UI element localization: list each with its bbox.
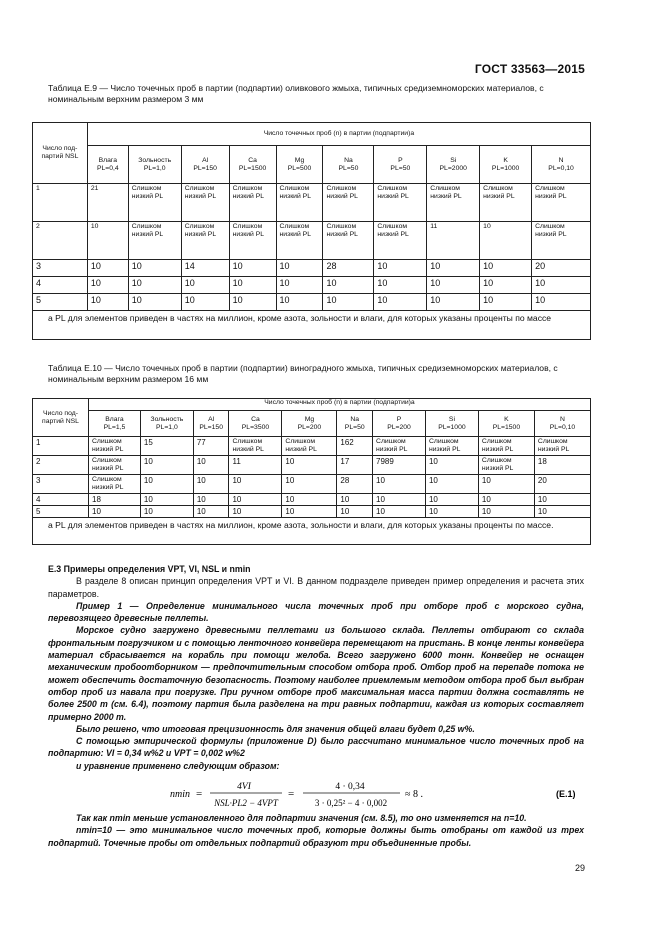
column-pl: PL=0,10 <box>548 164 574 172</box>
table-cell: 10 <box>276 294 323 311</box>
table10-footnote: а PL для элементов приведен в частях на миллион, кроме азота, зольности и влаги, для которых указаны проценты по массе. <box>48 519 554 530</box>
table-cell: 10 <box>128 294 181 311</box>
table-cell: 10 <box>425 456 478 475</box>
document-id: ГОСТ 33563—2015 <box>474 62 585 76</box>
table9-caption: Таблица Е.9 — Число точечных проб в партии (подпартии) оливкового жмыха, типичных средиземноморских материалов, с номинальным верхним размером 3 мм <box>48 83 544 104</box>
table-cell: 10 <box>87 294 128 311</box>
row-subparties: 4 <box>33 277 88 294</box>
column-header <box>323 146 374 184</box>
column-header <box>427 146 480 184</box>
table-cell: 10 <box>282 494 337 506</box>
table-cell: 10 <box>373 475 426 494</box>
row-subparties: 5 <box>33 294 88 311</box>
column-header <box>532 146 591 184</box>
table-cell: Слишком низкий PL <box>532 184 591 222</box>
table-cell: 28 <box>323 260 374 277</box>
table-cell: 10 <box>323 294 374 311</box>
table-cell: Слишком низкий PL <box>323 222 374 260</box>
table-cell: 17 <box>337 456 373 475</box>
column-pl: PL=1,0 <box>143 164 166 172</box>
section-e3-cont <box>48 812 584 849</box>
column-header <box>373 411 426 437</box>
column-name: Si <box>450 156 457 164</box>
paragraph-8: nmin=10 — это минимальное число точечных проб, которые должны быть отобраны от каждой из трех подпартий. Точечные пробы от отдельных подпартий образуют три объединенные пробы. <box>48 825 584 848</box>
column-pl: PL=3500 <box>241 423 270 431</box>
column-header <box>282 411 337 437</box>
column-pl: PL=200 <box>297 423 322 431</box>
table-cell: 18 <box>534 456 590 475</box>
column-header <box>87 146 128 184</box>
formula-num2: 4 · 0,34 <box>335 782 365 792</box>
column-pl: PL=1,0 <box>156 423 178 431</box>
table-cell: 15 <box>140 437 193 456</box>
table-cell: 10 <box>87 260 128 277</box>
table-cell: 10 <box>193 456 229 475</box>
column-pl: PL=1500 <box>492 423 521 431</box>
column-header <box>181 146 229 184</box>
table-cell: 10 <box>425 475 478 494</box>
table-cell: 10 <box>140 475 193 494</box>
table-cell: Слишком низкий PL <box>229 437 282 456</box>
column-name: Зольность <box>138 156 172 164</box>
table-cell: Слишком низкий PL <box>229 184 276 222</box>
t9-col-nsl: Число под-партий NSL <box>33 123 88 184</box>
paragraph-6: и уравнение применено следующим образом: <box>76 760 280 771</box>
column-name: Al <box>208 415 215 423</box>
row-subparties: 1 <box>33 437 89 456</box>
table-cell: Слишком низкий PL <box>532 222 591 260</box>
column-pl: PL=2000 <box>439 164 467 172</box>
column-pl: PL=1,5 <box>103 423 126 431</box>
table-cell: 10 <box>229 294 276 311</box>
table-cell: Слишком низкий PL <box>229 222 276 260</box>
paragraph-4: Было решено, что итоговая прецизионность для значения общей влаги будет 0,25 w%. <box>76 723 475 734</box>
table-cell: 10 <box>181 277 229 294</box>
table-cell: 10 <box>480 277 532 294</box>
table-cell: 10 <box>229 260 276 277</box>
table-row <box>33 260 591 277</box>
table-cell: 10 <box>193 506 229 518</box>
column-header <box>140 411 193 437</box>
table-cell: 10 <box>373 506 426 518</box>
table-cell: 10 <box>282 456 337 475</box>
table-cell: Слишком низкий PL <box>374 222 427 260</box>
table-cell: 10 <box>337 494 373 506</box>
table-cell: 10 <box>140 494 193 506</box>
table-cell: 10 <box>276 277 323 294</box>
formula-result: ≈ 8 . <box>405 789 423 800</box>
table-cell: Слишком низкий PL <box>534 437 590 456</box>
formula-label: (E.1) <box>556 789 576 799</box>
table-cell: 10 <box>373 494 426 506</box>
row-subparties: 3 <box>33 260 88 277</box>
paragraph-7: Так как nmin меньше установленного для подпартии значения (см. 8.5), то оно изменяется на n=10. <box>76 813 527 823</box>
table-cell: Слишком низкий PL <box>89 456 141 475</box>
table-cell: Слишком низкий PL <box>425 437 478 456</box>
paragraph-1: В разделе 8 описан принцип определения VPT и VI. В данном подразделе приведен пример определения и расчета этих параметров. <box>48 576 584 599</box>
column-header <box>425 411 478 437</box>
table-cell: Слишком низкий PL <box>89 475 141 494</box>
table-e9 <box>32 122 591 340</box>
column-name: N <box>559 415 565 423</box>
table-cell: 11 <box>427 222 480 260</box>
table-cell: 10 <box>229 475 282 494</box>
section-e3 <box>48 563 584 772</box>
table-cell: 162 <box>337 437 373 456</box>
table-cell: Слишком низкий PL <box>181 222 229 260</box>
table-row <box>33 294 591 311</box>
table-row <box>33 184 591 222</box>
table-cell: Слишком низкий PL <box>480 184 532 222</box>
column-pl: PL=1500 <box>238 164 267 172</box>
column-header <box>478 411 534 437</box>
formula-num1: 4VI <box>237 782 251 792</box>
table-cell: 10 <box>480 294 532 311</box>
column-name: Na <box>350 415 360 423</box>
column-pl: PL=1000 <box>491 164 520 172</box>
row-subparties: 4 <box>33 494 89 506</box>
table-cell: 10 <box>480 260 532 277</box>
table-cell: 77 <box>193 437 229 456</box>
column-name: Na <box>344 156 353 164</box>
table-cell: Слишком низкий PL <box>282 437 337 456</box>
column-header <box>128 146 181 184</box>
table-cell: 10 <box>128 260 181 277</box>
table-cell: Слишком низкий PL <box>323 184 374 222</box>
formula-eq1: = <box>196 788 203 800</box>
table-cell: Слишком низкий PL <box>89 437 141 456</box>
paragraph-3: Морское судно загружено древесными пеллетами из большого склада. Пеллеты отбирают со склада фронтальным погрузчиком и с помощью ленточного конвейера перемещают на пристань. В конце ленты конвейера материал сбрасывается на корабль при помощи желоба. Всего загружено 6000 тонн. Конвейер не оснащен механическим пробоотборником — предпочтительным способом отбора проб. Отбор проб на перепаде потока не может обеспечить достаточную безопасность. Поэтому наиболее приемлемым методом отбора проб был выбран отбор проб из навала при погрузке. При ручном отборе проб максимальная масса партии должна составлять не более 2500 т (см. 6.4), поэтому партия была разделена на три равных подпартии, каждая из которых составляет примерно 2000 т. <box>48 625 584 722</box>
table-cell: Слишком низкий PL <box>128 184 181 222</box>
column-name: Al <box>202 156 209 164</box>
table-row <box>33 456 591 475</box>
table-row <box>33 506 591 518</box>
column-pl: PL=50 <box>390 164 411 172</box>
column-name: Влага <box>98 156 117 164</box>
column-pl: PL=150 <box>193 164 217 172</box>
t10-col-nsl: Число под-партий NSL <box>33 399 89 437</box>
table-row <box>33 222 591 260</box>
row-subparties: 3 <box>33 475 89 494</box>
table-cell: 10 <box>478 475 534 494</box>
section-heading: Е.3 Примеры определения VPT, VI, NSL и nmin <box>48 564 251 574</box>
column-pl: PL=50 <box>344 423 365 431</box>
column-pl: PL=150 <box>199 423 223 431</box>
table-cell: 10 <box>87 222 128 260</box>
table-cell: 10 <box>229 277 276 294</box>
table10-caption: Таблица Е.10 — Число точечных проб в партии (подпартии) виноградного жмыха, типичных средиземноморских материалов, с номинальным верхним размером 16 мм <box>48 363 558 384</box>
column-name: Влага <box>105 415 124 423</box>
table-cell: 10 <box>229 494 282 506</box>
column-name: P <box>398 156 403 164</box>
table-cell: 10 <box>425 494 478 506</box>
table-cell: Слишком низкий PL <box>128 222 181 260</box>
table-cell: 10 <box>89 506 141 518</box>
column-name: Ca <box>251 415 260 423</box>
t9-super-header: Число точечных проб (n) в партии (подпартии)а <box>87 123 590 146</box>
formula-eq2: = <box>288 788 295 800</box>
column-name: Mg <box>304 415 315 423</box>
column-header <box>337 411 373 437</box>
table-cell: 10 <box>425 506 478 518</box>
column-pl: PL=200 <box>387 423 411 431</box>
column-header <box>229 146 276 184</box>
column-name: K <box>503 156 508 164</box>
example-title: Пример 1 — Определение минимального числа точечных проб при отборе проб с морского судна, перевозящего древесные пеллеты. <box>48 600 584 624</box>
column-pl: PL=1000 <box>438 423 466 431</box>
table-cell: 20 <box>534 475 590 494</box>
column-name: K <box>504 415 509 423</box>
column-name: Зольность <box>150 415 184 423</box>
page-number: 29 <box>574 863 585 873</box>
table-cell: Слишком низкий PL <box>181 184 229 222</box>
table-cell: 10 <box>323 277 374 294</box>
table-cell: 10 <box>229 506 282 518</box>
table-cell: 10 <box>276 260 323 277</box>
table-cell: 14 <box>181 260 229 277</box>
table-cell: 10 <box>534 506 590 518</box>
table-cell: 10 <box>128 277 181 294</box>
column-name: Si <box>448 415 455 423</box>
table-cell: 10 <box>87 277 128 294</box>
table-cell: 10 <box>140 456 193 475</box>
table-cell: 10 <box>532 277 591 294</box>
table-row <box>33 277 591 294</box>
column-header <box>374 146 427 184</box>
column-header <box>193 411 229 437</box>
table-cell: 10 <box>478 506 534 518</box>
table-cell: 10 <box>282 475 337 494</box>
table-cell: 18 <box>89 494 141 506</box>
table-cell: 10 <box>427 260 480 277</box>
formula-e1 <box>166 776 596 810</box>
formula-den2: 3 · 0,25² − 4 · 0,002 <box>314 798 388 808</box>
table9-footnote: а PL для элементов приведен в частях на миллион, кроме азота, зольности и влаги, для которых указаны проценты по массе <box>48 312 552 323</box>
table-cell: Слишком низкий PL <box>276 184 323 222</box>
column-header <box>534 411 590 437</box>
row-subparties: 5 <box>33 506 89 518</box>
table-row <box>33 494 591 506</box>
table-row <box>33 475 591 494</box>
table-cell: 10 <box>534 494 590 506</box>
table-cell: 10 <box>427 294 480 311</box>
table-cell: 10 <box>374 277 427 294</box>
column-pl: PL=50 <box>338 164 359 172</box>
table-cell: 10 <box>532 294 591 311</box>
table-cell: Слишком низкий PL <box>373 437 426 456</box>
table-cell: Слишком низкий PL <box>478 437 534 456</box>
column-header <box>229 411 282 437</box>
column-header <box>276 146 323 184</box>
table-cell: 10 <box>193 494 229 506</box>
row-subparties: 2 <box>33 456 89 475</box>
table-cell: 10 <box>374 260 427 277</box>
table-cell: Слишком низкий PL <box>427 184 480 222</box>
table-cell: 7989 <box>373 456 426 475</box>
table-cell: 10 <box>193 475 229 494</box>
table-cell: 10 <box>374 294 427 311</box>
table-cell: Слишком низкий PL <box>276 222 323 260</box>
table-cell: 20 <box>532 260 591 277</box>
paragraph-5: С помощью эмпирической формулы (приложение D) было рассчитано минимальное число точечных проб на подпартию: VI = 0,34 w%2 и VPT = 0,002 w%2 <box>48 736 584 759</box>
table-cell: 21 <box>87 184 128 222</box>
table-cell: 10 <box>282 506 337 518</box>
column-name: Ca <box>248 156 257 164</box>
row-subparties: 2 <box>33 222 88 260</box>
table-cell: 10 <box>480 222 532 260</box>
row-subparties: 1 <box>33 184 88 222</box>
column-header <box>89 411 141 437</box>
column-header <box>480 146 532 184</box>
table-cell: 10 <box>427 277 480 294</box>
table-cell: 10 <box>478 494 534 506</box>
column-pl: PL=0,10 <box>549 423 576 431</box>
table-cell: 10 <box>140 506 193 518</box>
column-name: Mg <box>294 156 305 164</box>
formula-lhs: nmin <box>170 789 190 800</box>
table-cell: 10 <box>181 294 229 311</box>
column-name: P <box>396 415 402 423</box>
table-cell: 28 <box>337 475 373 494</box>
t10-super-header: Число точечных проб (n) в партии (подпартии)а <box>89 399 591 411</box>
table-cell: Слишком низкий PL <box>374 184 427 222</box>
table-cell: 11 <box>229 456 282 475</box>
table-cell: 10 <box>337 506 373 518</box>
column-pl: PL=0,4 <box>96 164 119 172</box>
formula-den1: NSL·PL2 − 4VPT <box>214 798 278 808</box>
table-row <box>33 437 591 456</box>
column-name: N <box>558 156 564 164</box>
column-pl: PL=500 <box>287 164 312 172</box>
table-cell: Слишком низкий PL <box>478 456 534 475</box>
